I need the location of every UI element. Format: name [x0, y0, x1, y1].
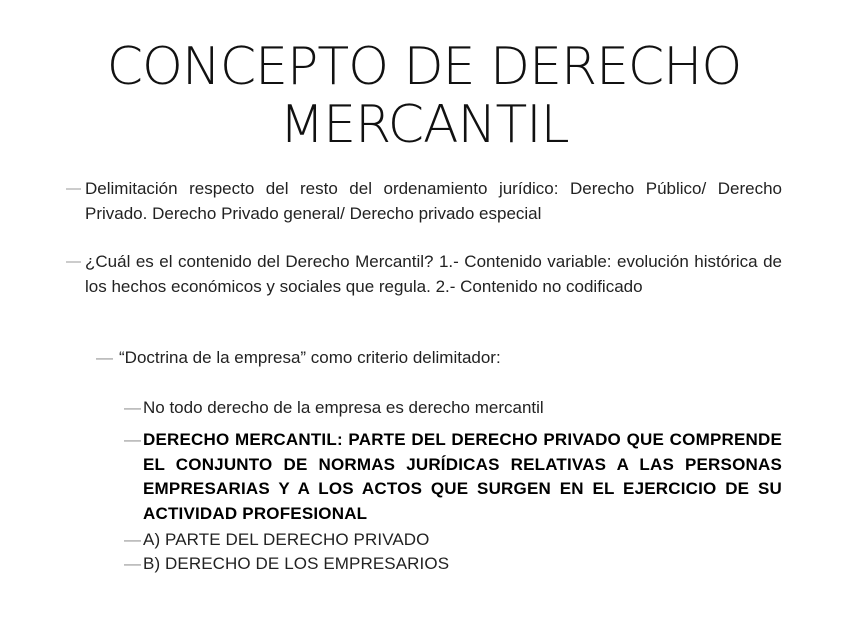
subbullet-doctrina — [96, 346, 782, 370]
dash-bullet-icon: — — [124, 430, 141, 449]
definition-text: DERECHO MERCANTIL: PARTE DEL DERECHO PRIVADO QUE COMPRENDE EL CONJUNTO DE NORMAS JURÍDICAS RELATIVAS A LAS PERSONAS EMPRESARIAS Y A LOS ACTOS QUE SURGEN EN EL EJERCICIO DE SU ACTIVIDAD PROFESIONAL — [143, 430, 782, 523]
item-text: A) PARTE DEL DERECHO PRIVADO — [143, 530, 430, 549]
subbullet-text: “Doctrina de la empresa” como criterio delimitador: — [119, 348, 501, 367]
dash-bullet-icon: — — [124, 554, 141, 573]
bullet-text: ¿Cuál es el contenido del Derecho Mercantil? 1.- Contenido variable: evolución histórica de los hechos económicos y sociales que regula. 2.- Contenido no codificado — [85, 252, 782, 296]
title-line-1: CONCEPTO DE DERECHO — [106, 37, 742, 97]
dash-bullet-icon: — — [124, 398, 141, 417]
dash-bullet-icon: — — [66, 253, 81, 270]
item-text: B) DERECHO DE LOS EMPRESARIOS — [143, 554, 450, 573]
item-text: No todo derecho de la empresa es derecho mercantil — [143, 398, 544, 417]
item-derecho-empresarios — [124, 552, 782, 576]
slide-title — [40, 38, 808, 154]
item-parte-derecho-privado — [124, 528, 782, 552]
bullet-text: Delimitación respecto del resto del ordenamiento jurídico: Derecho Público/ Derecho Privado. Derecho Privado general/ Derecho privado especial — [85, 179, 782, 223]
bullet-contenido — [66, 250, 782, 299]
dash-bullet-icon: — — [96, 348, 113, 367]
item-definicion — [124, 428, 782, 526]
title-line-2: MERCANTIL — [279, 95, 569, 155]
bullet-delimitacion — [66, 177, 782, 226]
dash-bullet-icon: — — [124, 530, 141, 549]
item-no-todo-derecho — [124, 396, 782, 420]
dash-bullet-icon: — — [66, 180, 81, 197]
